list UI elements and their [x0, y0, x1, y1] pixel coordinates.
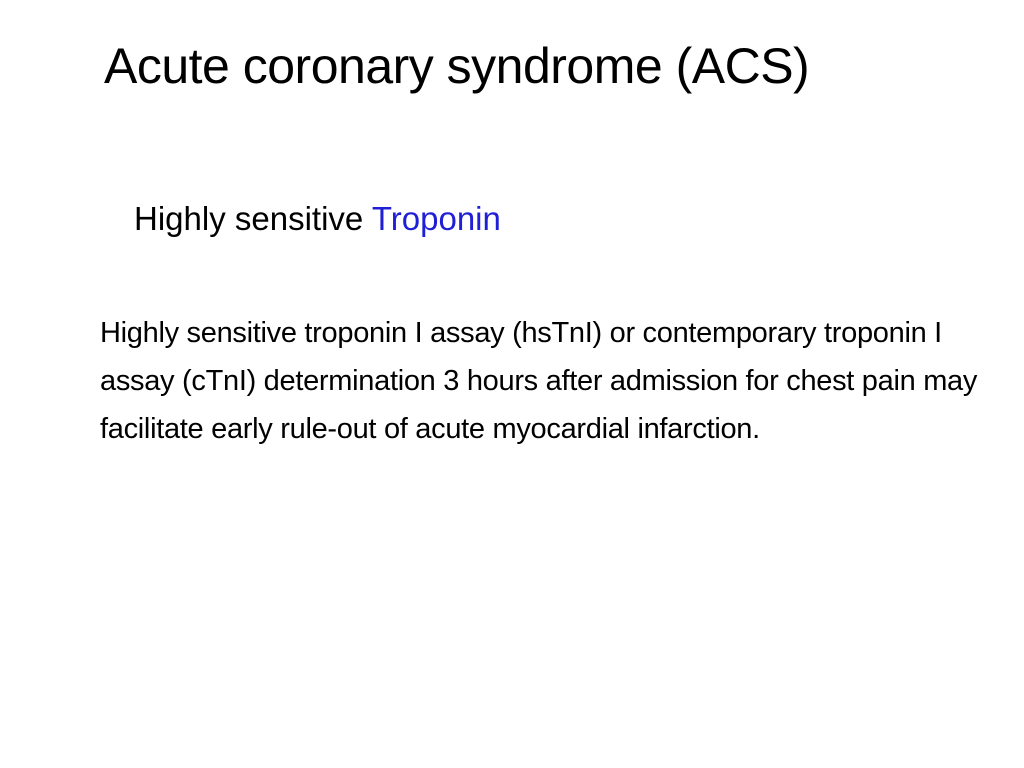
slide-body: Highly sensitive troponin I assay (hsTnI) or contemporary troponin I assay (cTnI) determination 3 hours after admission for chest pain may facilitate early rule-out of acute myocardial infarction. — [100, 317, 978, 445]
subtitle-highlight: Troponin — [371, 200, 501, 237]
slide-subtitle — [134, 196, 501, 242]
slide-title: Acute coronary syndrome (ACS) — [104, 38, 810, 94]
subtitle-lead: Highly sensitive — [134, 200, 372, 237]
